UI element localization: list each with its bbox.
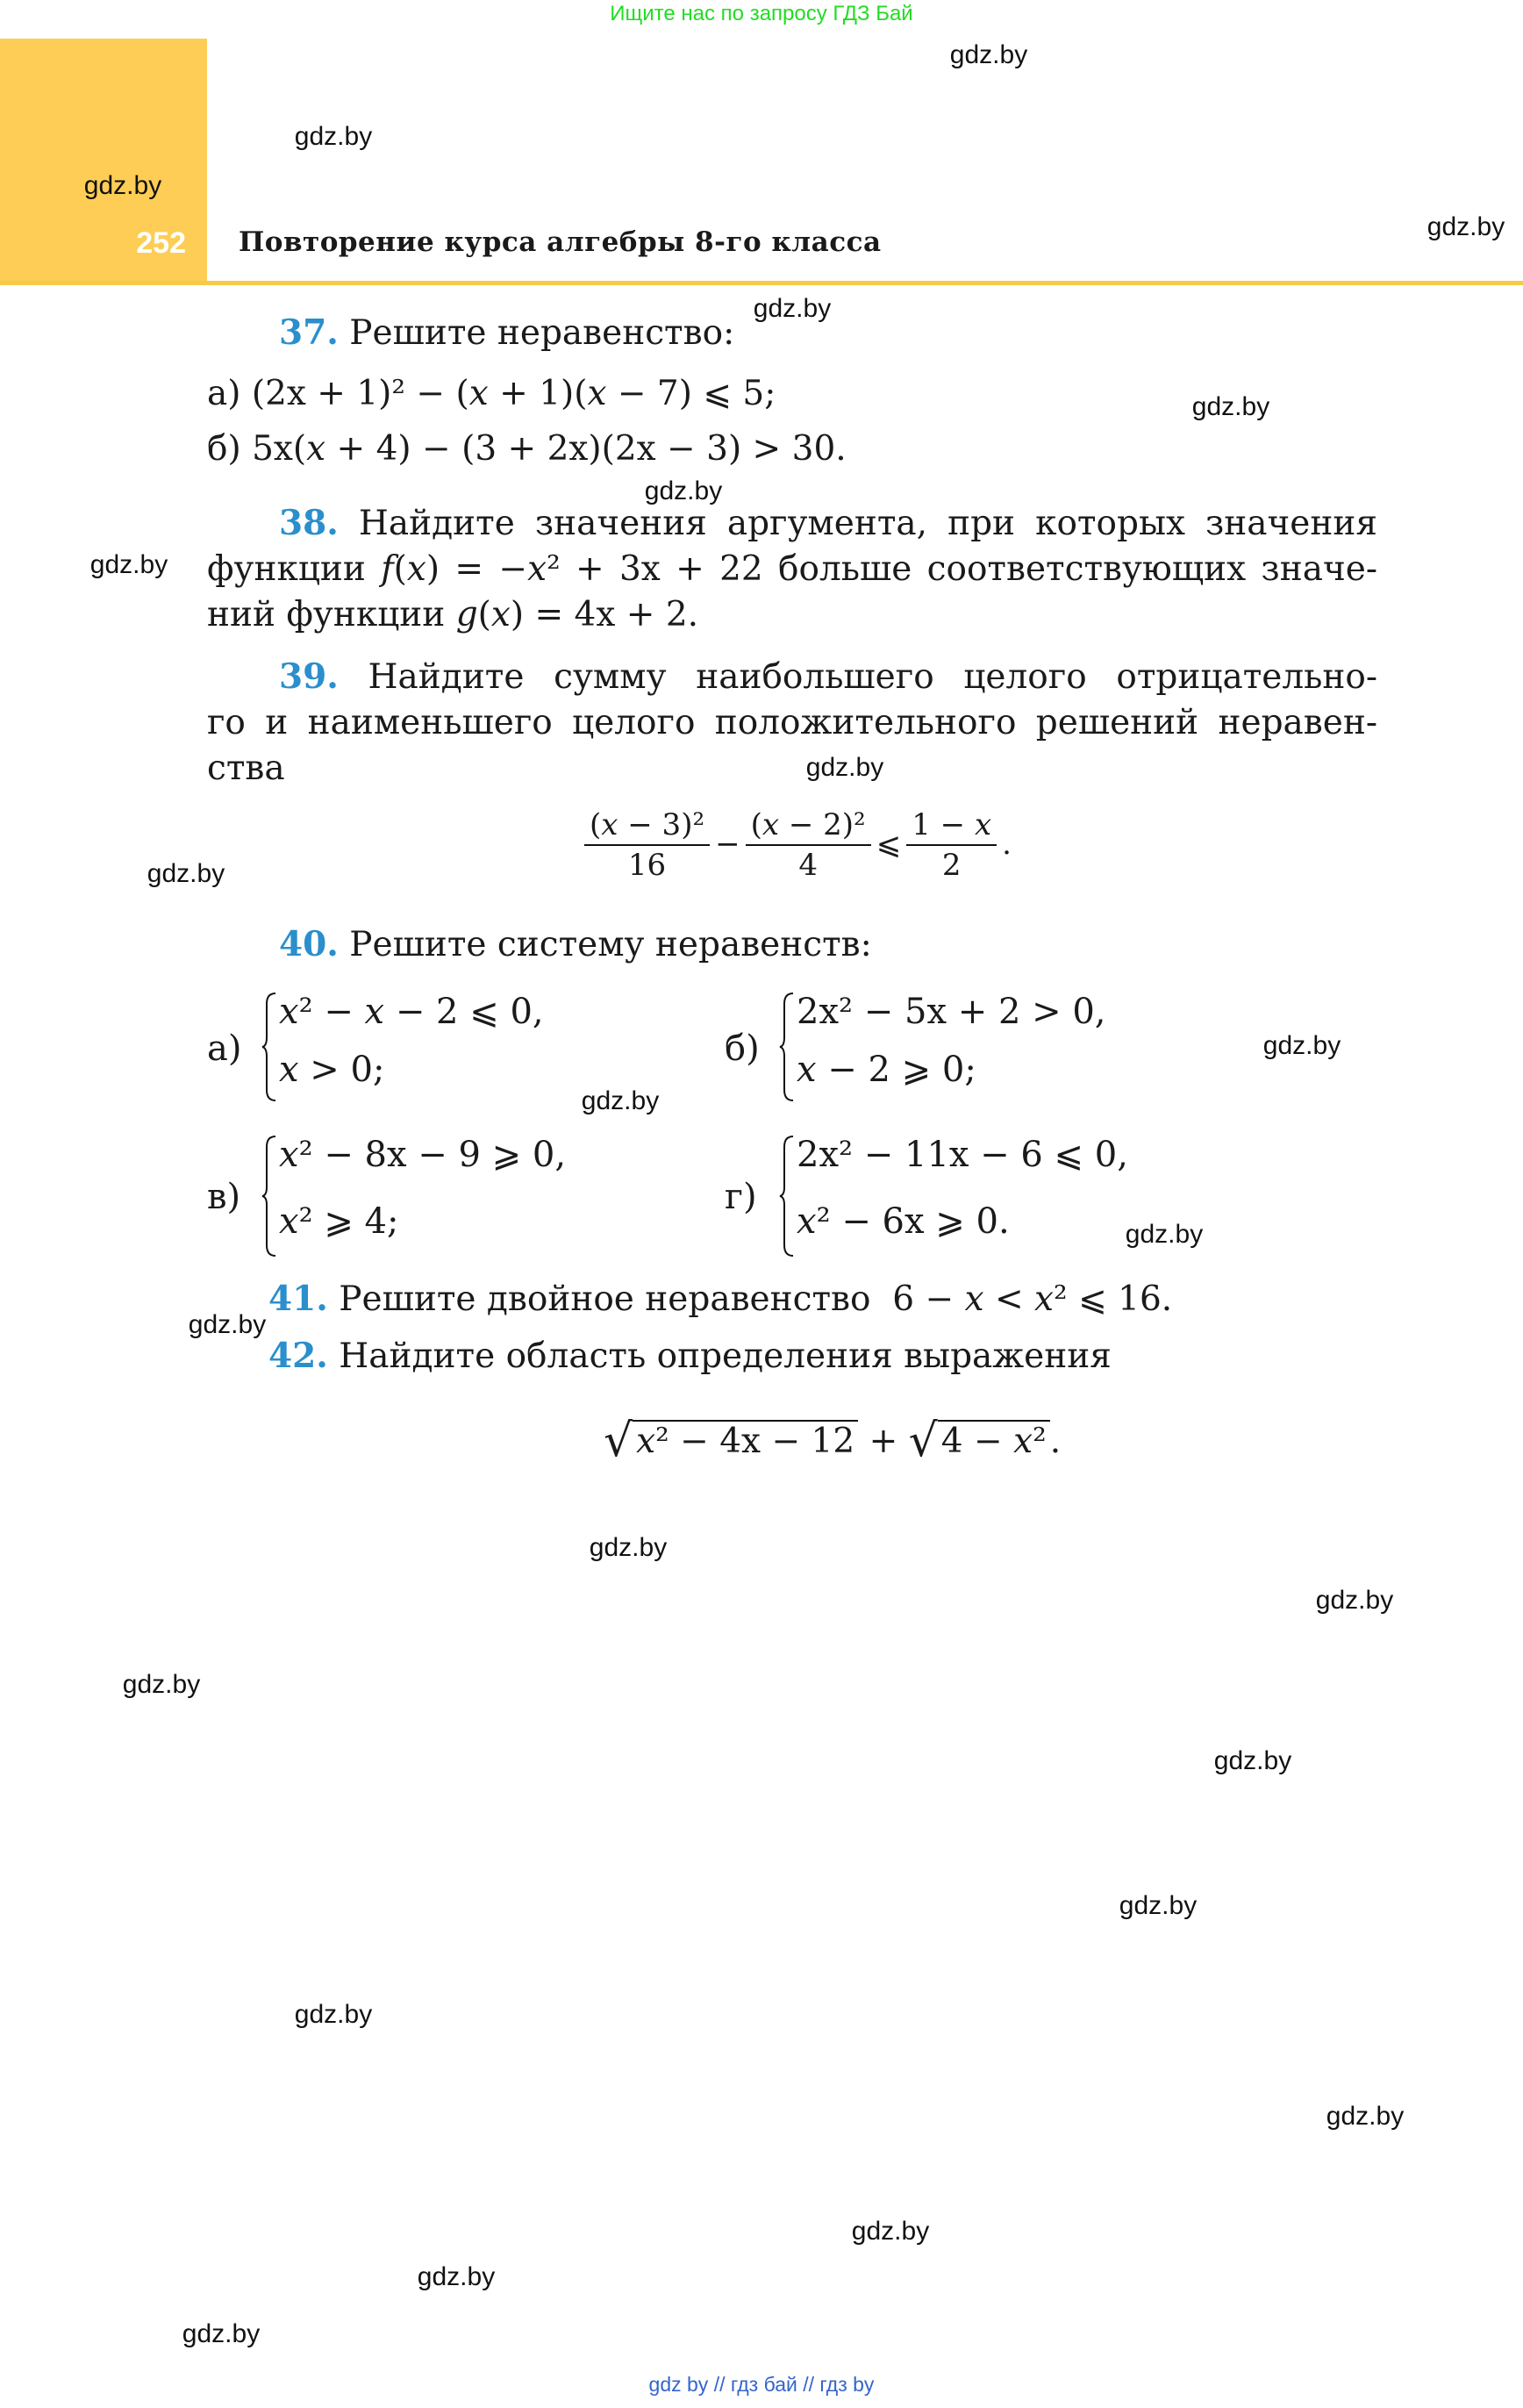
item-label: а) <box>207 1028 242 1069</box>
problem-39-line <box>279 656 1377 699</box>
watermark: gdz.by <box>753 294 832 323</box>
watermark: gdz.by <box>1119 1891 1198 1920</box>
operator: + <box>869 1422 898 1461</box>
problem-number: 37. <box>279 312 339 353</box>
watermark: gdz.by <box>1315 1586 1394 1615</box>
inequality: x > 0; <box>279 1050 385 1090</box>
problem-number: 40. <box>279 924 339 964</box>
problem-number: 41. <box>268 1279 328 1319</box>
numerator: (x − 2)² <box>746 807 871 846</box>
watermark: gdz.by <box>581 1086 660 1115</box>
inequality: 2x² − 5x + 2 > 0, <box>797 992 1106 1032</box>
problem-38-line <box>279 502 1377 545</box>
radicand: 4 − x² <box>938 1420 1050 1461</box>
problem-37b <box>207 428 1377 470</box>
watermark: gdz.by <box>1326 2102 1405 2131</box>
watermark: gdz.by <box>122 1670 201 1699</box>
watermark: gdz.by <box>147 859 225 888</box>
watermark: gdz.by <box>949 40 1028 69</box>
brace-icon <box>779 992 797 1102</box>
watermark: gdz.by <box>1191 392 1270 421</box>
problem-42 <box>268 1335 1439 1378</box>
denominator: 4 <box>798 848 818 883</box>
watermark: gdz.by <box>294 122 373 151</box>
problem-text: Найдите сумму наибольшего целого отрицательно- <box>368 657 1378 697</box>
page-number: 252 <box>136 226 186 260</box>
numerator: (x − 3)² <box>584 807 710 846</box>
watermark: gdz.by <box>644 477 723 505</box>
problem-number: 38. <box>279 503 339 543</box>
operator: ⩽ <box>876 827 902 862</box>
problem-39-line <box>207 748 1377 790</box>
item-label: в) <box>207 1177 241 1217</box>
period: . <box>1049 1422 1062 1461</box>
sqrt-icon: √ <box>908 1415 938 1467</box>
watermark: gdz.by <box>1213 1746 1292 1775</box>
problem-text: Найдите значения аргумента, при которых значения <box>358 504 1377 543</box>
inequality: x − 2 ⩾ 0; <box>797 1050 976 1090</box>
watermark: gdz.by <box>805 753 884 782</box>
watermark: gdz.by <box>1426 212 1505 241</box>
inequality: x² ⩾ 4; <box>279 1201 399 1242</box>
header-divider <box>0 281 1523 285</box>
watermark: gdz.by <box>1125 1220 1204 1249</box>
item-label: а) <box>207 374 241 413</box>
denominator: 16 <box>627 848 667 883</box>
watermark: gdz.by <box>851 2217 930 2246</box>
problem-37 <box>279 312 1449 355</box>
inequality: x² − 8x − 9 ⩾ 0, <box>279 1135 567 1175</box>
formula: (2x + 1)² − (x + 1)(x − 7) ⩽ 5; <box>251 374 776 413</box>
inequality: x² − 6x ⩾ 0. <box>797 1201 1010 1242</box>
problem-40 <box>279 923 1449 966</box>
search-banner: Ищите нас по запросу ГДЗ Бай <box>610 2 913 25</box>
operator: − <box>715 827 740 862</box>
footer-links[interactable]: gdz by // гдз бай // гдз by <box>648 2373 875 2396</box>
numerator: 1 − x <box>906 807 997 846</box>
brace-icon <box>779 1135 797 1258</box>
brace-icon <box>261 992 279 1102</box>
problem-39-line <box>207 702 1377 744</box>
running-header: Повторение курса алгебры 8-го класса <box>239 226 882 258</box>
problem-text: ства <box>207 749 285 788</box>
problem-38-line <box>207 594 1377 636</box>
watermark: gdz.by <box>417 2262 496 2291</box>
problem-41 <box>268 1278 1439 1321</box>
inequality: x² − x − 2 ⩽ 0, <box>279 992 544 1032</box>
period: . <box>1002 827 1012 862</box>
formula: 6 − x < x² ⩽ 16. <box>892 1279 1173 1319</box>
watermark: gdz.by <box>182 2319 261 2348</box>
problem-text: Решите двойное неравенство <box>339 1279 871 1319</box>
problem-text: ний функции g(x) = 4x + 2. <box>207 595 699 634</box>
problem-text: Решите систему неравенств: <box>349 925 872 964</box>
problem-text: Решите неравенство: <box>349 313 735 353</box>
problem-text: функции f(x) = −x² + 3x + 22 больше соответствующих значе- <box>207 549 1377 589</box>
watermark: gdz.by <box>589 1533 668 1562</box>
formula: 5x(x + 4) − (3 + 2x)(2x − 3) > 30. <box>252 429 847 469</box>
item-label: б) <box>725 1028 760 1069</box>
denominator: 2 <box>941 848 962 883</box>
problem-text: го и наименьшего целого положительного решений неравен- <box>207 703 1377 742</box>
radicand: x² − 4x − 12 <box>633 1420 858 1461</box>
watermark: gdz.by <box>83 171 162 200</box>
watermark: gdz.by <box>1262 1031 1341 1060</box>
inequality: 2x² − 11x − 6 ⩽ 0, <box>797 1135 1128 1175</box>
problem-38-line <box>207 548 1377 591</box>
watermark: gdz.by <box>89 550 168 579</box>
problem-number: 42. <box>268 1336 328 1376</box>
problem-39-formula <box>579 807 1012 885</box>
problem-42-formula <box>604 1415 1061 1467</box>
watermark: gdz.by <box>188 1310 267 1339</box>
brace-icon <box>261 1135 279 1258</box>
problem-number: 39. <box>279 656 339 697</box>
item-label: б) <box>207 429 241 469</box>
watermark: gdz.by <box>294 2000 373 2029</box>
problem-text: Найдите область определения выражения <box>339 1337 1112 1376</box>
sqrt-icon: √ <box>604 1415 633 1467</box>
item-label: г) <box>725 1177 757 1217</box>
